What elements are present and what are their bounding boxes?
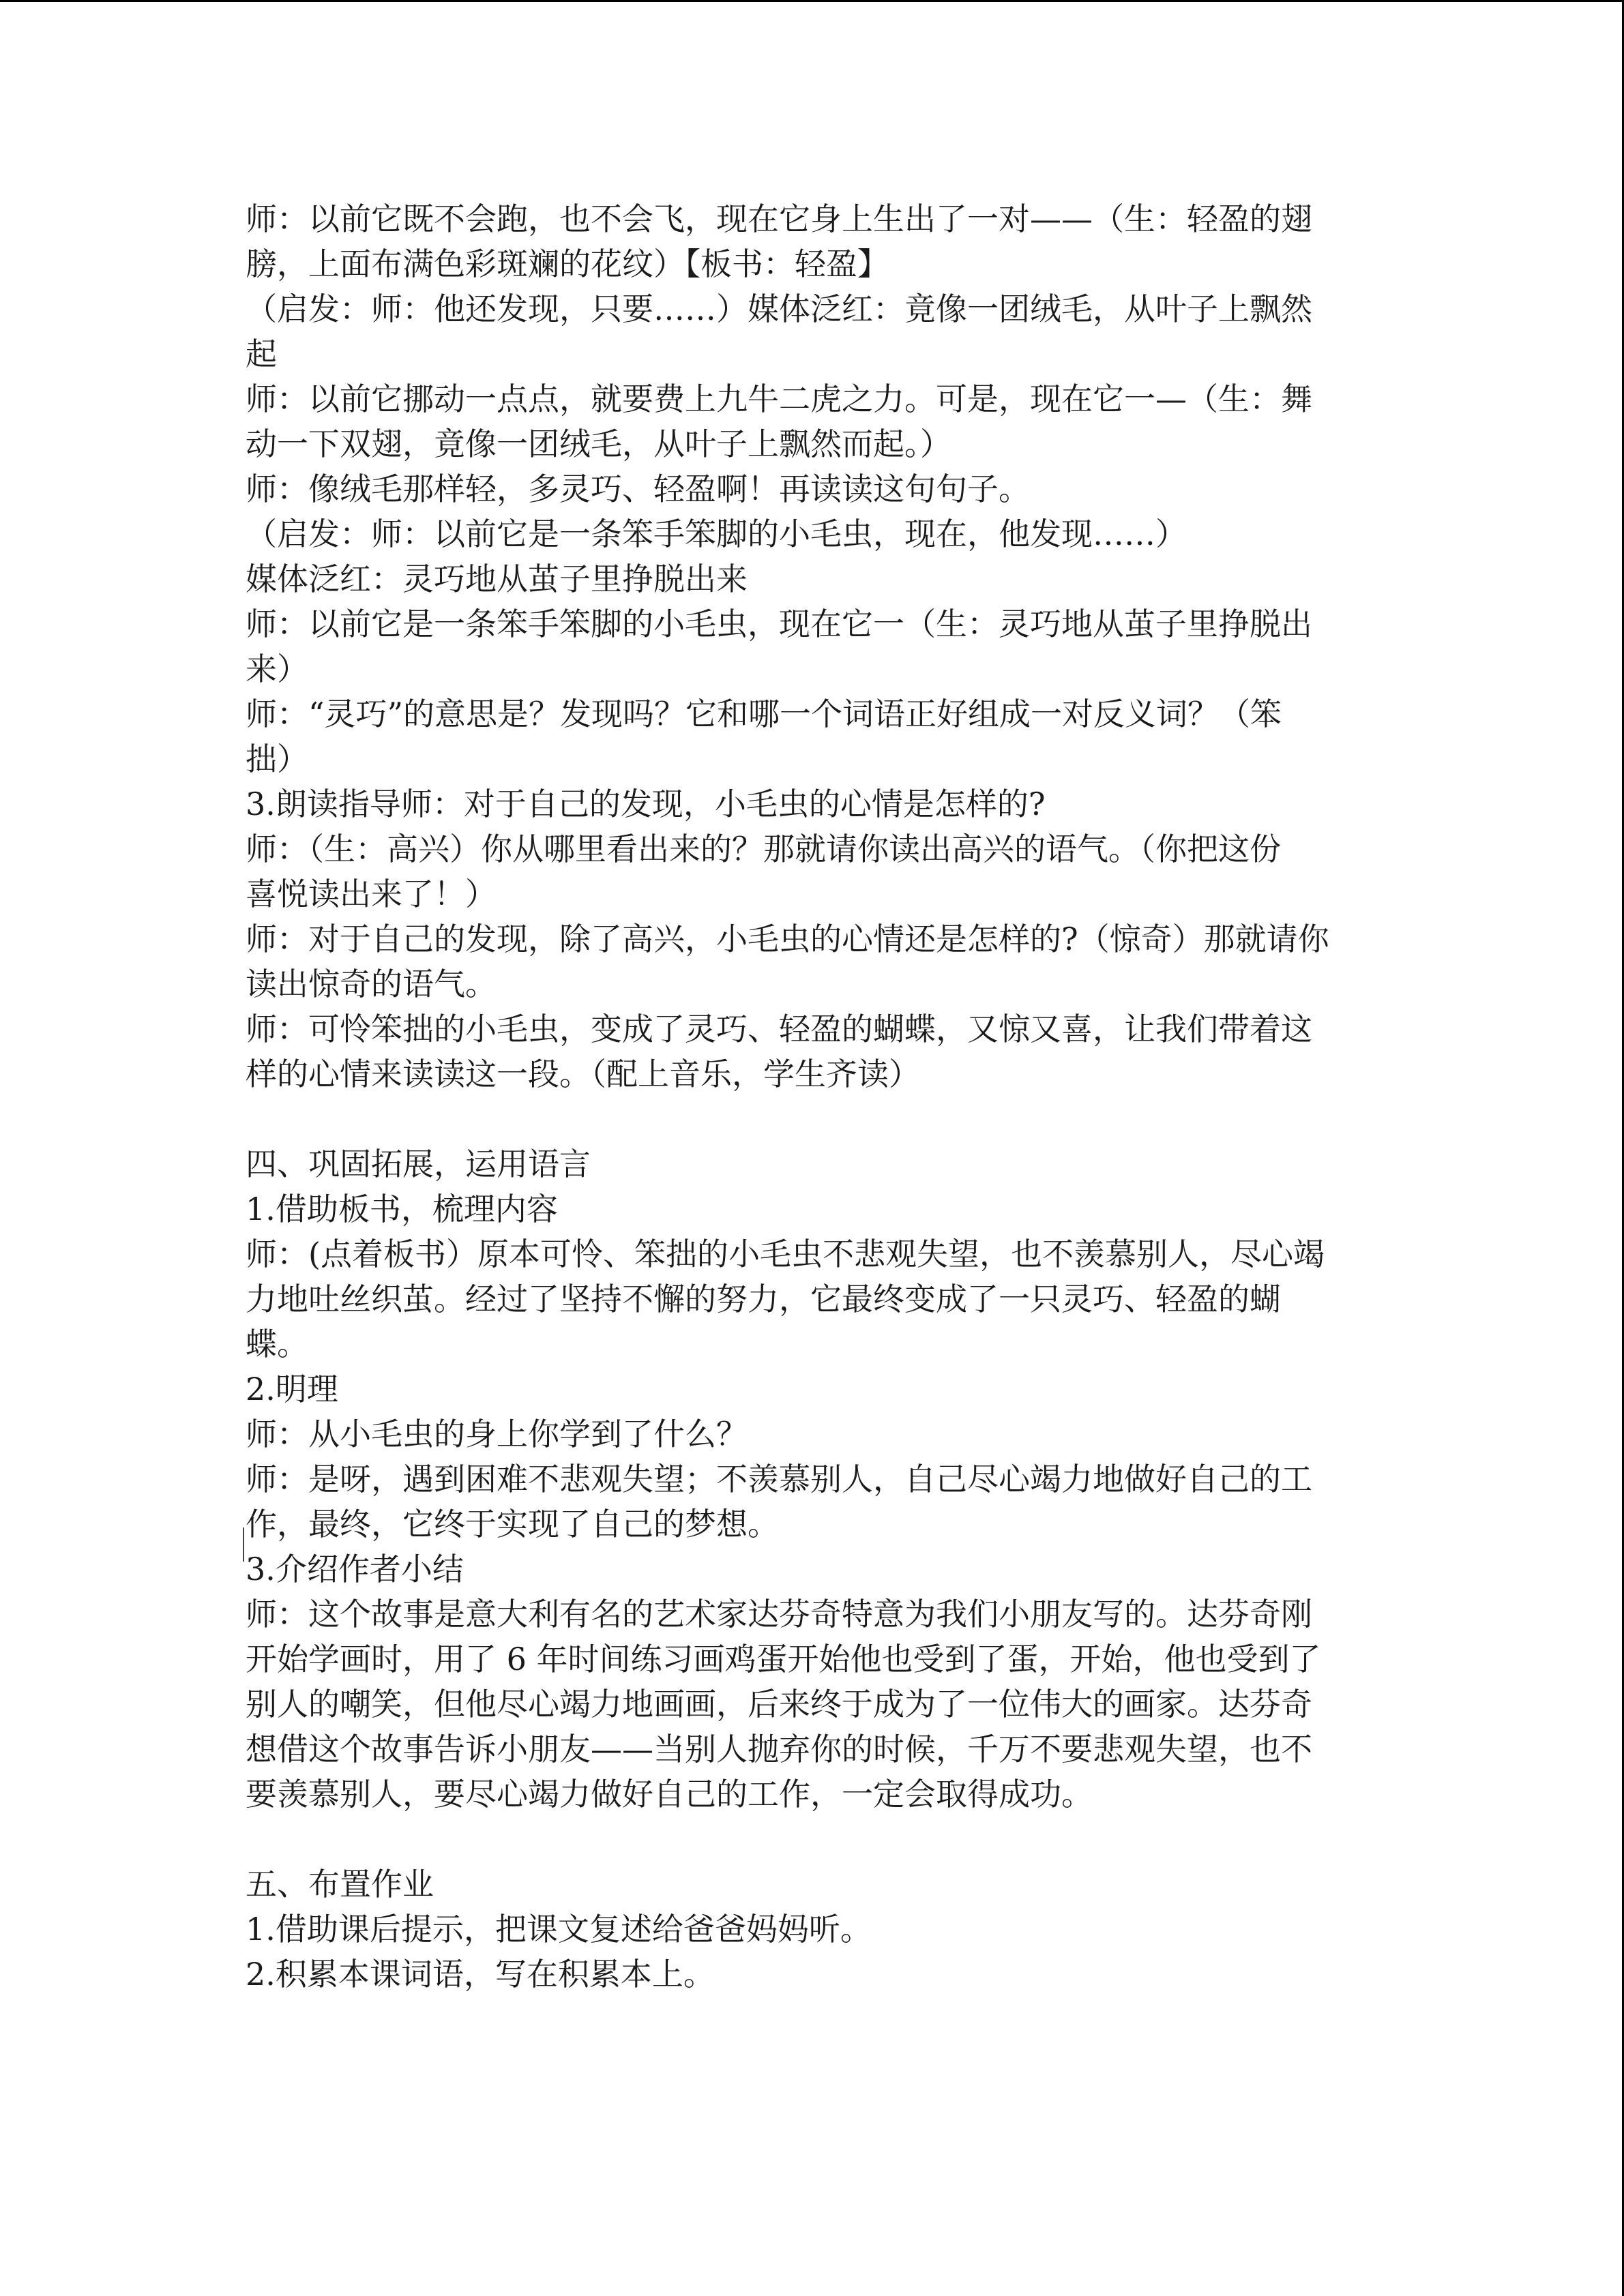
text-line: 膀，上面布满色彩斑斓的花纹）【板书：轻盈】 bbox=[246, 245, 889, 282]
text-line: 师：可怜笨拙的小毛虫，变成了灵巧、轻盈的蝴蝶，又惊又喜，让我们带着这 bbox=[246, 1011, 1312, 1047]
text-line: 师：以前它挪动一点点，就要费上九牛二虎之力。可是，现在它一—（生：舞 bbox=[246, 381, 1312, 417]
text-line: 师：是呀，遇到困难不悲观失望；不羡慕别人，自己尽心竭力地做好自己的工 bbox=[246, 1461, 1312, 1497]
text-line: 想借这个故事告诉小朋友——当别人抛弃你的时候，千万不要悲观失望，也不 bbox=[246, 1731, 1312, 1768]
text-line: 师：像绒毛那样轻，多灵巧、轻盈啊！再读读这句句子。 bbox=[246, 471, 1030, 507]
section-heading: 五、布置作业 bbox=[246, 1866, 434, 1903]
text-line: 1.借助板书，梳理内容 bbox=[246, 1191, 558, 1227]
text-cursor bbox=[243, 1527, 244, 1562]
section-homework bbox=[246, 1862, 1378, 1997]
text-line: 3.朗读指导师：对于自己的发现，小毛虫的心情是怎样的? bbox=[246, 786, 1046, 822]
section-heading: 四、巩固拓展，运用语言 bbox=[246, 1146, 591, 1182]
text-line: 2.积累本课词语，写在积累本上。 bbox=[246, 1956, 715, 1993]
text-line: 师：（生：高兴）你从哪里看出来的？那就请你读出高兴的语气。（你把这份 bbox=[246, 831, 1281, 867]
document-body bbox=[246, 196, 1378, 1997]
lesson-section-reading bbox=[246, 196, 1378, 1097]
text-line: 师：从小毛虫的身上你学到了什么？ bbox=[246, 1416, 748, 1452]
paragraph-gap bbox=[246, 1097, 1378, 1142]
text-line: 读出惊奇的语气。 bbox=[246, 966, 497, 1002]
text-line: 来） bbox=[246, 651, 308, 687]
paragraph-gap bbox=[246, 1817, 1378, 1862]
text-line: 起 bbox=[246, 336, 277, 372]
text-line: 拙） bbox=[246, 741, 308, 777]
text-line: 开始学画时，用了 6 年时间练习画鸡蛋开始他也受到了蛋，开始，他也受到了 bbox=[246, 1641, 1321, 1678]
text-line: （启发：师：以前它是一条笨手笨脚的小毛虫，现在，他发现……） bbox=[246, 516, 1187, 552]
text-line: 喜悦读出来了！） bbox=[246, 876, 497, 912]
text-line: 要羡慕别人，要尽心竭力做好自己的工作，一定会取得成功。 bbox=[246, 1776, 1093, 1813]
text-line: 蝶。 bbox=[246, 1326, 308, 1362]
text-line: 师：这个故事是意大利有名的艺术家达芬奇特意为我们小朋友写的。达芬奇刚 bbox=[246, 1596, 1312, 1632]
text-line: 媒体泛红：灵巧地从茧子里挣脱出来 bbox=[246, 561, 748, 597]
text-line: 2.明理 bbox=[246, 1371, 338, 1407]
text-line: 1.借助课后提示，把课文复述给爸爸妈妈听。 bbox=[246, 1911, 872, 1948]
page-top-border bbox=[0, 0, 1624, 2]
text-line: 力地吐丝织茧。经过了坚持不懈的努力，它最终变成了一只灵巧、轻盈的蝴 bbox=[246, 1281, 1281, 1317]
text-line: 师：以前它既不会跑，也不会飞，现在它身上生出了一对——（生：轻盈的翅 bbox=[246, 200, 1312, 237]
section-consolidate-extend bbox=[246, 1142, 1378, 1817]
text-line: 作，最终，它终于实现了自己的梦想。 bbox=[246, 1506, 779, 1542]
text-line: 3.介绍作者小结 bbox=[246, 1551, 464, 1587]
text-line: 师：(点着板书）原本可怜、笨拙的小毛虫不悲观失望，也不羡慕别人，尽心竭 bbox=[246, 1236, 1325, 1272]
text-line: 师：以前它是一条笨手笨脚的小毛虫，现在它一（生：灵巧地从茧子里挣脱出 bbox=[246, 606, 1312, 642]
text-line: 师：对于自己的发现，除了高兴，小毛虫的心情还是怎样的?（惊奇）那就请你 bbox=[246, 921, 1329, 957]
text-line: （启发：师：他还发现，只要……）媒体泛红：竟像一团绒毛，从叶子上飘然 bbox=[246, 290, 1312, 327]
text-line: 动一下双翅，竟像一团绒毛，从叶子上飘然而起。） bbox=[246, 426, 951, 462]
text-line: 别人的嘲笑，但他尽心竭力地画画，后来终于成为了一位伟大的画家。达芬奇 bbox=[246, 1686, 1312, 1723]
text-line: 师：“灵巧”的意思是？发现吗？它和哪一个词语正好组成一对反义词？（笨 bbox=[246, 696, 1282, 732]
text-line: 样的心情来读读这一段。（配上音乐，学生齐读） bbox=[246, 1056, 920, 1092]
